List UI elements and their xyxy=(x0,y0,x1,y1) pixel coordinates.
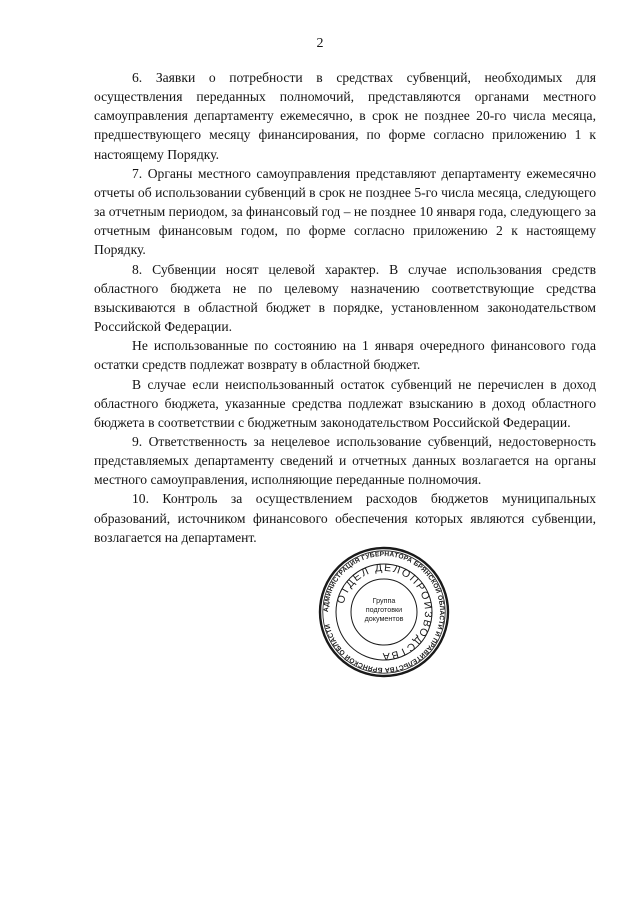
stamp-center-line-1: Группа xyxy=(372,596,396,605)
paragraph-7: 7. Органы местного самоуправления представляют департаменту ежемесячно отчеты об использовании субвенций в срок не позднее 5-го числа месяца, следующего за отчетным периодом, за финансовый год – не позднее 10 января года, следующего за отчетным финансовым годом, по форме согласно приложению 2 к настоящему Порядку. xyxy=(94,165,596,258)
stamp-center-line-3: документов xyxy=(364,614,404,623)
paragraph-8-unused-balance: Не использованные по состоянию на 1 января очередного финансового года остатки средств подлежат возврату в областной бюджет. xyxy=(94,338,596,373)
paragraph-8-recovery: В случае если неиспользованный остаток субвенций не перечислен в доход областного бюджета, указанные средства подлежат взысканию в доход областного бюджета в соответствии с бюджетным законодательством Российской Федерации. xyxy=(94,376,596,430)
paragraph-8: 8. Субвенции носят целевой характер. В случае использования средств областного бюджета не по целевому назначению соответствующие средства взыскиваются в областной бюджет в порядке, установленном законодательством Российской Федерации. xyxy=(94,261,596,335)
official-stamp xyxy=(318,546,450,678)
stamp-inner-ring-text: ОТДЕЛ ДЕЛОПРОИЗВОДСТВА xyxy=(334,561,435,663)
paragraph-10: 10. Контроль за осуществлением расходов бюджетов муниципальных образований, источником финансового обеспечения которых являются субвенции, возлагается на департамент. xyxy=(94,491,596,545)
paragraph-6: 6. Заявки о потребности в средствах субвенций, необходимых для осуществления переданных полномочий, представляются органами местного самоуправления департаменту ежемесячно, в срок не позднее 20-го числа месяца, предшествующего месяцу финансирования, по форме согласно приложению 1 к настоящему Порядку. xyxy=(94,70,596,162)
paragraph-9: 9. Ответственность за нецелевое использование субвенций, недостоверность представляемых департаменту сведений и отчетных данных возлагается на органы местного самоуправления, исполняющие переданные полномочия. xyxy=(94,433,596,488)
document-body xyxy=(94,68,596,547)
stamp-center-line-2: подготовки xyxy=(365,605,403,614)
page-number: 2 xyxy=(316,36,324,51)
stamp-outer-ring-text: АДМИНИСТРАЦИЯ ГУБЕРНАТОРА БРЯНСКОЙ ОБЛАСТИ И ПРАВИТЕЛЬСТВА БРЯНСКОЙ ОБЛАСТИ xyxy=(322,550,446,674)
